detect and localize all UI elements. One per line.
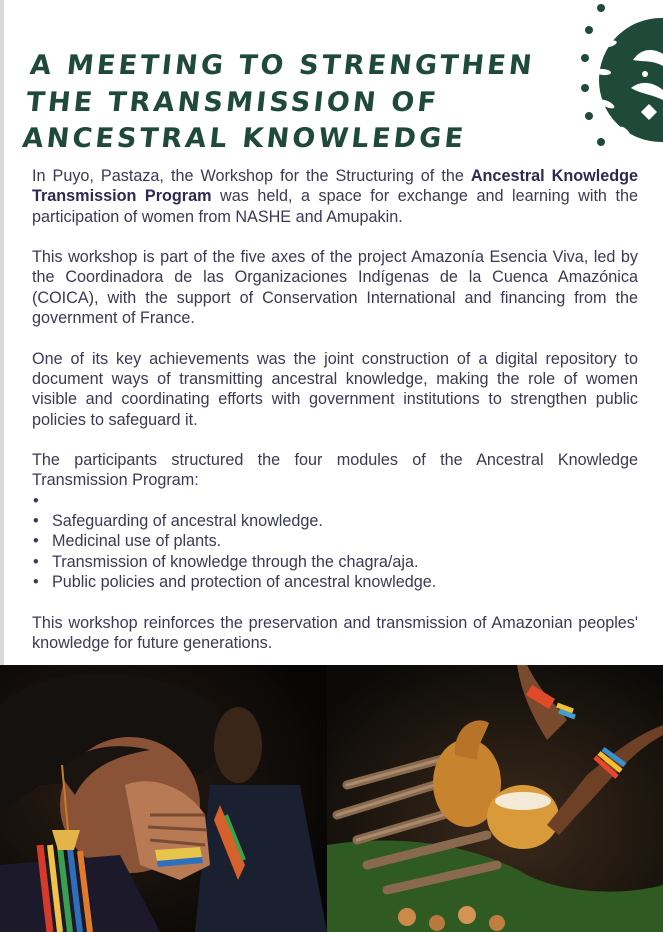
photo-gourd-offering <box>327 665 663 932</box>
module-item-public-policies: • Public policies and protection of ancestral knowledge. <box>32 572 638 592</box>
intro-paragraph <box>32 166 638 227</box>
closing-paragraph: This workshop reinforces the preservation and transmission of Amazonian peoples' knowledge for future generations. <box>32 613 638 652</box>
module-item-safeguarding: • Safeguarding of ancestral knowledge. <box>32 511 638 531</box>
module-item-empty <box>32 491 638 511</box>
page-title: A MEETING TO STRENGTHEN THE TRANSMISSION OF ANCESTRAL KNOWLEDGE <box>20 50 537 154</box>
photo-strip <box>0 665 663 932</box>
achievements-paragraph: One of its key achievements was the joint construction of a digital repository to document ways of transmitting ancestral knowledge, making the role of women visible and coordinating efforts with government institutions to strengthen public policies to safeguard it. <box>32 349 638 429</box>
module-item-chagra-transmission: • Transmission of knowledge through the chagra/aja. <box>32 552 638 572</box>
page-edge-shadow <box>0 0 4 665</box>
decorative-logo-icon <box>581 0 663 160</box>
intro-prefix: In Puyo, Pastaza, the Workshop for the Structuring of the <box>32 167 471 185</box>
intro-suffix: was held, a space for exchange and learning with the participation of women from NASHE and Amupakin. <box>32 187 638 226</box>
project-paragraph: This workshop is part of the five axes of the project Amazonía Esencia Viva, led by the Coordinadora de las Organizaciones Indígenas de la Cuenca Amazónica (COICA), with the support of Conservation International and financing from the government of France. <box>32 248 638 328</box>
article-body <box>32 166 638 673</box>
modules-list <box>32 491 638 592</box>
photo-woman-ritual <box>0 665 327 932</box>
modules-intro-paragraph: The participants structured the four modules of the Ancestral Knowledge Transmission Program: <box>32 451 638 490</box>
module-item-medicinal-plants: • Medicinal use of plants. <box>32 531 638 551</box>
program-name-bold: Ancestral Knowledge Transmission Program <box>32 167 638 206</box>
